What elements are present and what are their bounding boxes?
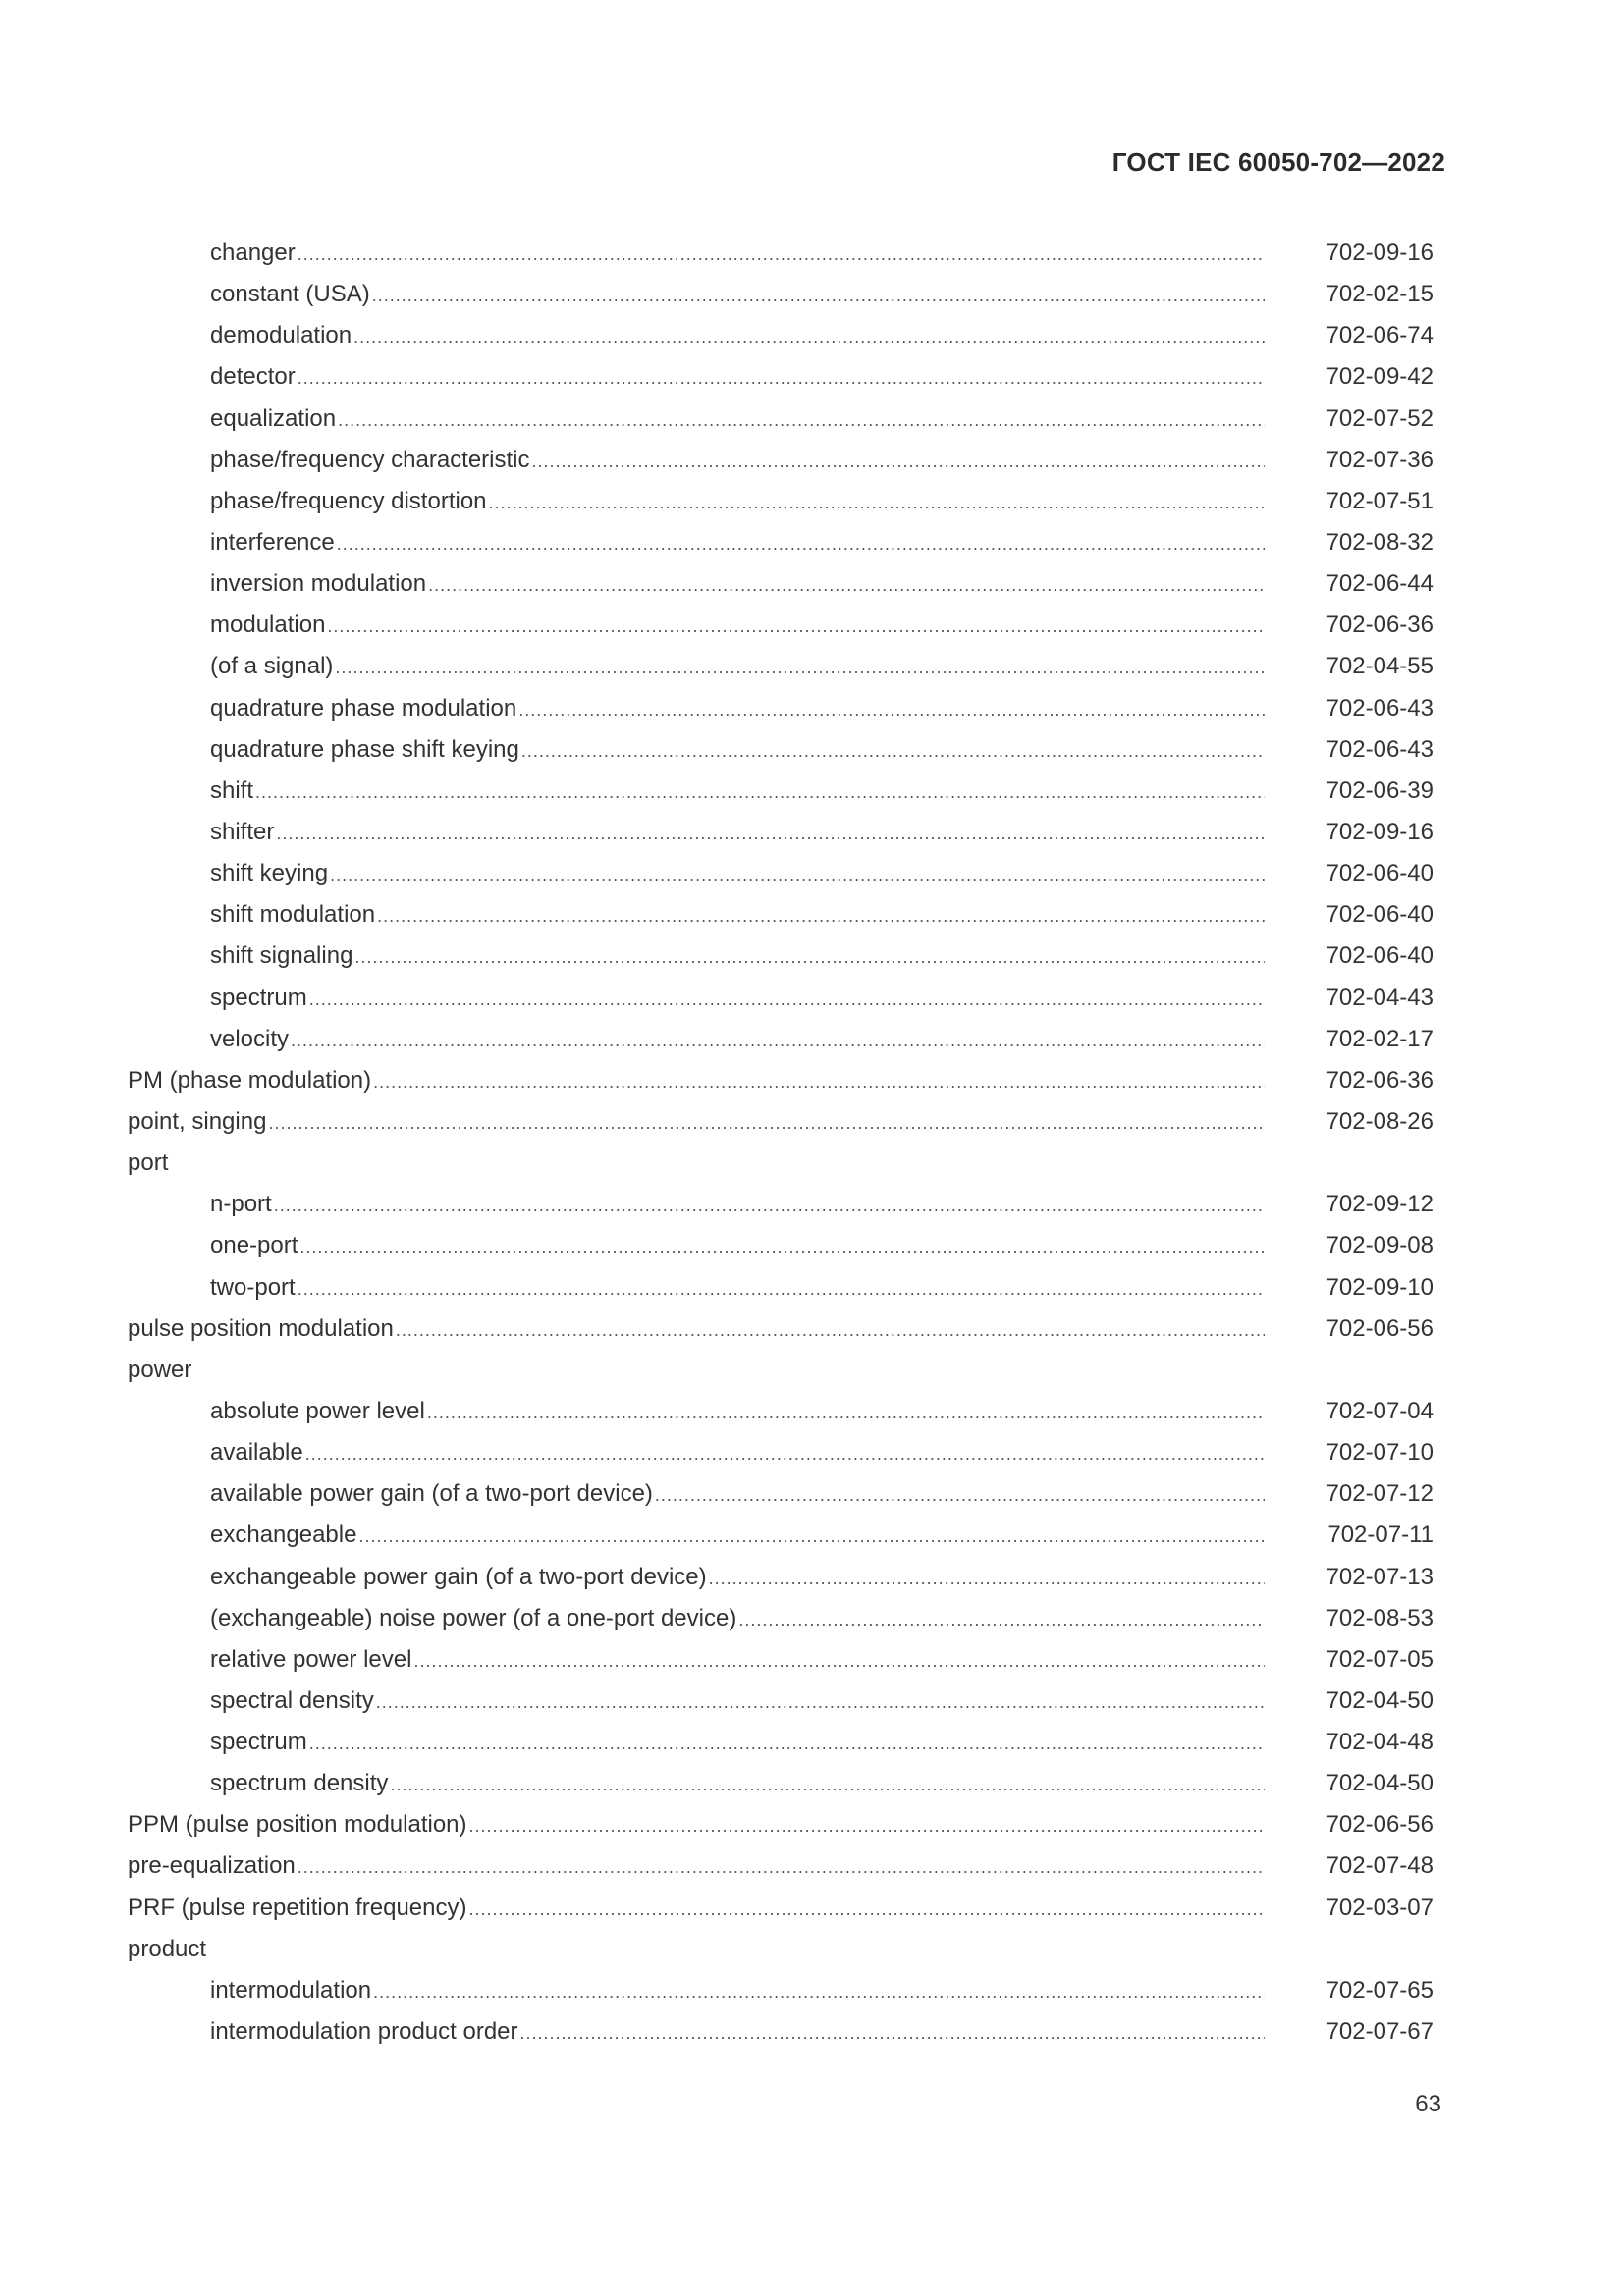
index-heading xyxy=(128,1350,1434,1391)
index-reference: 702-06-40 xyxy=(1326,901,1434,929)
index-reference: 702-07-52 xyxy=(1326,404,1434,432)
index-entry xyxy=(128,1970,1434,2011)
dot-leader xyxy=(338,400,1265,441)
index-term: two-port xyxy=(210,1273,296,1301)
dot-leader xyxy=(255,772,1265,813)
dot-leader xyxy=(396,1309,1265,1351)
index-reference: 702-06-36 xyxy=(1326,612,1434,639)
index-term: equalization xyxy=(210,404,337,432)
index-reference: 702-09-16 xyxy=(1326,818,1434,845)
index-term: changer xyxy=(210,240,296,266)
index-term: shift signaling xyxy=(210,942,353,970)
index-reference: 702-06-44 xyxy=(1326,570,1434,598)
index-entry xyxy=(128,771,1434,812)
index-reference: 702-09-42 xyxy=(1326,363,1434,391)
index-reference: 702-04-50 xyxy=(1326,1686,1434,1714)
dot-leader xyxy=(372,275,1265,316)
dot-leader xyxy=(337,523,1265,564)
dot-leader xyxy=(276,813,1265,854)
index-entry xyxy=(128,274,1434,315)
index-entry xyxy=(128,233,1434,274)
dot-leader xyxy=(390,1764,1265,1805)
index-entry xyxy=(128,315,1434,356)
dot-leader xyxy=(518,689,1265,730)
index-term: shifter xyxy=(210,818,275,845)
dot-leader xyxy=(298,1846,1265,1888)
index-heading xyxy=(128,1143,1434,1184)
dot-leader xyxy=(469,1805,1265,1846)
index-entry xyxy=(128,1804,1434,1845)
index-term: power xyxy=(128,1356,192,1383)
index-entry xyxy=(128,812,1434,853)
dot-leader xyxy=(520,2012,1265,2054)
dot-leader xyxy=(532,441,1266,482)
index-reference: 702-04-48 xyxy=(1326,1729,1434,1756)
index-entry xyxy=(128,646,1434,687)
index-entry xyxy=(128,1598,1434,1639)
dot-leader xyxy=(428,564,1265,606)
index-term: pre-equalization xyxy=(128,1852,296,1880)
index-term: constant (USA) xyxy=(210,281,370,308)
index-entry xyxy=(128,1308,1434,1350)
index-term: PRF (pulse repetition frequency) xyxy=(128,1894,467,1921)
index-entry xyxy=(128,399,1434,440)
dot-leader xyxy=(709,1558,1265,1599)
index-entry xyxy=(128,1019,1434,1060)
index-reference: 702-02-15 xyxy=(1326,281,1434,308)
dot-leader xyxy=(377,895,1265,936)
index-reference: 702-09-10 xyxy=(1326,1273,1434,1301)
dot-leader xyxy=(354,936,1265,978)
index-term: phase/frequency characteristic xyxy=(210,446,530,473)
index-term: PPM (pulse position modulation) xyxy=(128,1811,467,1839)
index-entry xyxy=(128,853,1434,894)
dot-leader xyxy=(738,1599,1265,1640)
index-term: shift keying xyxy=(210,860,329,887)
dot-leader xyxy=(274,1185,1265,1226)
dot-leader xyxy=(469,1889,1266,1930)
index-reference: 702-06-43 xyxy=(1326,694,1434,721)
index-entry xyxy=(128,1888,1434,1929)
dot-leader xyxy=(298,1268,1265,1309)
index-term: inversion modulation xyxy=(210,570,427,598)
index-reference: 702-07-10 xyxy=(1326,1439,1434,1467)
index-reference: 702-07-36 xyxy=(1326,446,1434,473)
index-entry xyxy=(128,894,1434,935)
index-reference: 702-09-08 xyxy=(1326,1232,1434,1259)
index-entry xyxy=(128,1639,1434,1681)
index-term: spectrum xyxy=(210,984,307,1011)
index-term: phase/frequency distortion xyxy=(210,487,487,514)
dot-leader xyxy=(335,647,1265,688)
index-term: available power gain (of a two-port device) xyxy=(210,1480,653,1508)
index-entry xyxy=(128,1681,1434,1722)
index-entry xyxy=(128,1267,1434,1308)
index-reference: 702-07-51 xyxy=(1326,487,1434,514)
dot-leader xyxy=(655,1474,1265,1516)
index-entry xyxy=(128,1722,1434,1763)
index-entry xyxy=(128,440,1434,481)
dot-leader xyxy=(353,316,1265,357)
index-term: one-port xyxy=(210,1232,298,1259)
dot-leader xyxy=(298,357,1265,399)
index-reference: 702-06-43 xyxy=(1326,735,1434,763)
index-term: available xyxy=(210,1439,303,1467)
index-entry xyxy=(128,1391,1434,1432)
index-term: n-port xyxy=(210,1191,272,1218)
dot-leader xyxy=(309,979,1265,1020)
index-term: port xyxy=(128,1149,169,1177)
index-list xyxy=(128,233,1434,2053)
index-reference: 702-06-40 xyxy=(1326,860,1434,887)
index-entry xyxy=(128,1845,1434,1887)
index-entry xyxy=(128,481,1434,522)
index-reference: 702-07-12 xyxy=(1326,1480,1434,1508)
index-reference: 702-08-26 xyxy=(1326,1107,1434,1135)
index-entry xyxy=(128,729,1434,771)
index-term: interference xyxy=(210,528,335,556)
document-header: ГОСТ IEC 60050-702—2022 xyxy=(1111,147,1445,177)
index-reference: 702-06-39 xyxy=(1326,776,1434,804)
index-entry xyxy=(128,356,1434,398)
dot-leader xyxy=(330,854,1265,895)
dot-leader xyxy=(373,1971,1265,2012)
index-entry xyxy=(128,1515,1434,1556)
index-term: relative power level xyxy=(210,1645,412,1673)
index-term: quadrature phase shift keying xyxy=(210,735,519,763)
index-reference: 702-07-67 xyxy=(1326,2018,1434,2046)
dot-leader xyxy=(327,606,1265,647)
dot-leader xyxy=(305,1433,1265,1474)
dot-leader xyxy=(299,1226,1265,1267)
index-reference: 702-06-40 xyxy=(1326,942,1434,970)
index-entry xyxy=(128,1473,1434,1515)
index-entry xyxy=(128,605,1434,646)
dot-leader xyxy=(376,1682,1265,1723)
index-entry xyxy=(128,688,1434,729)
index-entry xyxy=(128,1060,1434,1101)
dot-leader xyxy=(309,1723,1265,1764)
dot-leader xyxy=(358,1516,1265,1557)
index-term: intermodulation product order xyxy=(210,2018,518,2046)
index-term: PM (phase modulation) xyxy=(128,1066,372,1094)
index-term: (of a signal) xyxy=(210,653,334,680)
index-reference: 702-07-11 xyxy=(1327,1522,1434,1549)
dot-leader xyxy=(489,482,1265,523)
index-entry xyxy=(128,978,1434,1019)
index-reference: 702-02-17 xyxy=(1326,1025,1434,1052)
index-entry xyxy=(128,1557,1434,1598)
index-reference: 702-07-65 xyxy=(1326,1976,1434,2003)
index-term: absolute power level xyxy=(210,1397,425,1424)
index-term: velocity xyxy=(210,1025,290,1052)
index-term: shift xyxy=(210,776,254,804)
index-entry xyxy=(128,1101,1434,1143)
index-reference: 702-06-74 xyxy=(1326,322,1434,349)
dot-leader xyxy=(373,1061,1265,1102)
index-reference: 702-04-43 xyxy=(1326,984,1434,1011)
page-number: 63 xyxy=(1415,2091,1441,2117)
index-reference: 702-04-50 xyxy=(1326,1770,1434,1797)
index-reference: 702-06-56 xyxy=(1326,1314,1434,1342)
index-heading xyxy=(128,1929,1434,1970)
index-entry xyxy=(128,563,1434,605)
index-entry xyxy=(128,2011,1434,2053)
index-reference: 702-07-05 xyxy=(1326,1645,1434,1673)
index-entry xyxy=(128,1763,1434,1804)
index-entry xyxy=(128,522,1434,563)
index-entry xyxy=(128,1225,1434,1266)
index-reference: 702-09-16 xyxy=(1326,240,1434,266)
index-term: shift modulation xyxy=(210,901,376,929)
index-term: quadrature phase modulation xyxy=(210,694,517,721)
index-reference: 702-06-36 xyxy=(1326,1066,1434,1094)
index-term: exchangeable power gain (of a two-port device) xyxy=(210,1563,707,1590)
index-term: (exchangeable) noise power (of a one-port device) xyxy=(210,1604,737,1631)
index-term: spectral density xyxy=(210,1686,374,1714)
index-term: exchangeable xyxy=(210,1522,357,1549)
index-reference: 702-08-32 xyxy=(1326,528,1434,556)
index-reference: 702-04-55 xyxy=(1326,653,1434,680)
index-term: point, singing xyxy=(128,1107,267,1135)
index-term: detector xyxy=(210,363,296,391)
dot-leader xyxy=(427,1392,1265,1433)
index-reference: 702-09-12 xyxy=(1326,1191,1434,1218)
index-term: spectrum xyxy=(210,1729,307,1756)
index-entry xyxy=(128,935,1434,977)
index-term: product xyxy=(128,1935,207,1962)
index-term: pulse position modulation xyxy=(128,1314,394,1342)
dot-leader xyxy=(298,234,1265,275)
index-term: demodulation xyxy=(210,322,352,349)
index-term: intermodulation xyxy=(210,1976,372,2003)
index-entry xyxy=(128,1184,1434,1225)
index-term: spectrum density xyxy=(210,1770,389,1797)
dot-leader xyxy=(291,1020,1265,1061)
index-term: modulation xyxy=(210,612,326,639)
index-reference: 702-07-48 xyxy=(1326,1852,1434,1880)
index-entry xyxy=(128,1432,1434,1473)
dot-leader xyxy=(413,1640,1265,1682)
index-reference: 702-07-04 xyxy=(1326,1397,1434,1424)
index-reference: 702-07-13 xyxy=(1326,1563,1434,1590)
dot-leader xyxy=(268,1102,1265,1144)
index-reference: 702-03-07 xyxy=(1326,1894,1434,1921)
dot-leader xyxy=(521,730,1265,772)
index-reference: 702-08-53 xyxy=(1326,1604,1434,1631)
index-reference: 702-06-56 xyxy=(1326,1811,1434,1839)
